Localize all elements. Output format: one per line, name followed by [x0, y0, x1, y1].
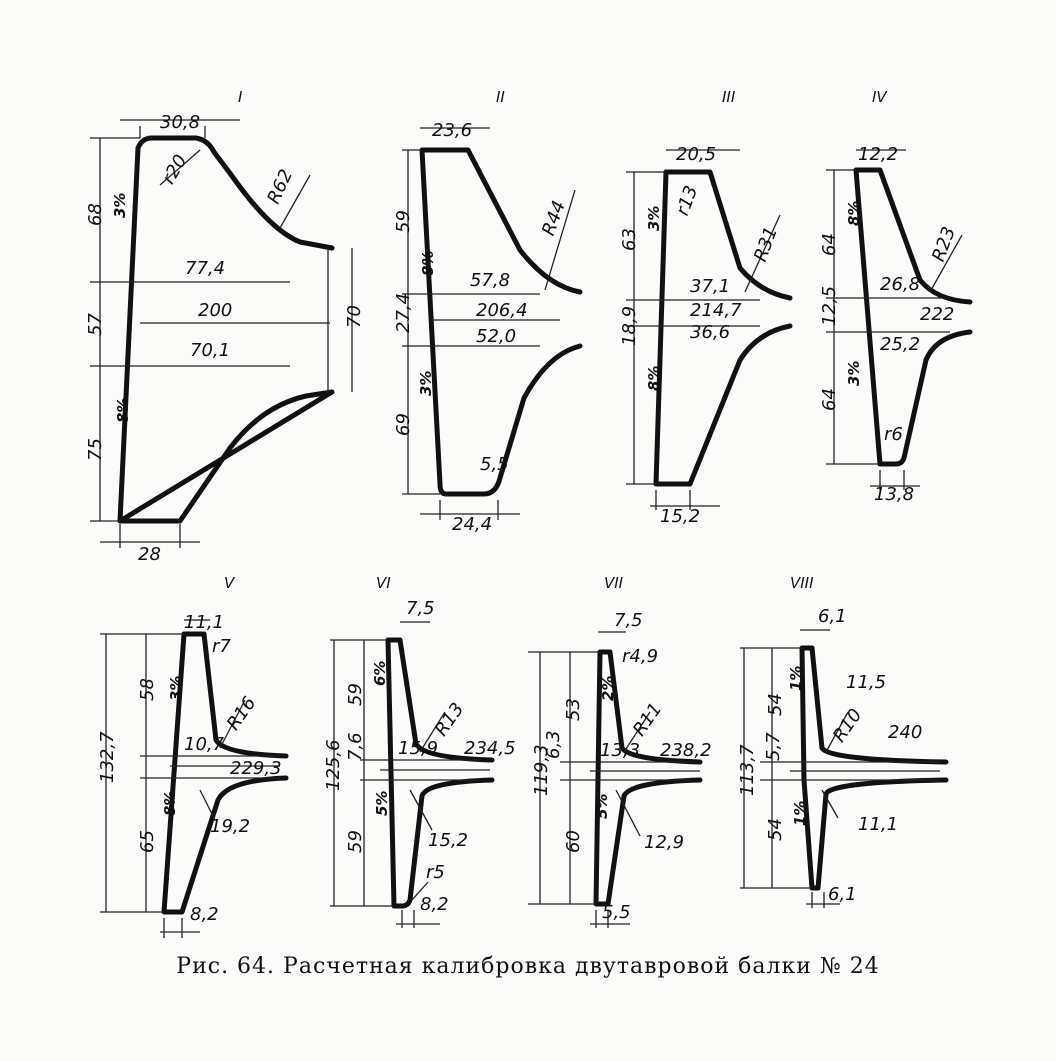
pass-vii [528, 574, 712, 928]
pass-vii-dim-13-3: 13,3 [600, 740, 641, 761]
pass-iii-dim-37-1: 37,1 [690, 276, 731, 297]
pass-iii-taper-top: 3% [645, 205, 663, 231]
pass-vii-r4-9: r4,9 [622, 646, 659, 667]
pass-iii [619, 88, 790, 527]
pass-vi-dim-15-2: 15,2 [428, 830, 469, 851]
pass-v-dim-10-7: 10,7 [184, 734, 225, 755]
pass-iii-r13: r13 [672, 182, 703, 219]
pass-iii-dim-18-9: 18,9 [619, 305, 640, 346]
pass-iv-taper-bottom: 3% [845, 360, 863, 386]
pass-vi-taper-bottom: 5% [373, 790, 391, 816]
pass-v-dim-132-7: 132,7 [97, 731, 118, 783]
pass-viii-bottom-width: 6,1 [828, 884, 857, 905]
pass-v-bottom-width: 8,2 [190, 904, 219, 925]
pass-iii-taper-bottom: 8% [645, 365, 663, 391]
pass-v-flange-width: 11,1 [184, 612, 225, 633]
pass-i-flange-width: 30,8 [160, 112, 201, 133]
pass-i-dim-68: 68 [85, 203, 106, 226]
pass-iv [819, 88, 970, 505]
pass-i [85, 88, 365, 565]
pass-i-taper-top: 3% [111, 192, 129, 218]
pass-i-dim-70-1: 70,1 [190, 340, 231, 361]
pass-vi-dim-59-top: 59 [345, 683, 366, 706]
pass-vii-bottom-width: 5,5 [602, 902, 631, 923]
pass-vi-dim-125-6: 125,6 [323, 739, 344, 791]
pass-v-dim-58: 58 [137, 678, 158, 701]
pass-vi-bottom-width: 8,2 [420, 894, 449, 915]
pass-label-iii: III [722, 88, 736, 106]
pass-vi-dim-7-6: 7,6 [345, 732, 366, 761]
pass-vii-dim-60: 60 [563, 830, 584, 853]
pass-i-r20: r20 [158, 151, 192, 188]
pass-iii-dim-36-6: 36,6 [690, 322, 731, 343]
pass-v-r16: R16 [222, 693, 261, 735]
pass-viii-dim-11-5: 11,5 [846, 672, 887, 693]
pass-label-v: V [224, 574, 235, 592]
pass-viii-dim-54-top: 54 [765, 693, 786, 716]
pass-vi [323, 574, 516, 928]
pass-ii-dim-52-0: 52,0 [476, 326, 517, 347]
pass-iv-flange-width: 12,2 [858, 144, 899, 165]
pass-ii-flange-width: 23,6 [432, 120, 473, 141]
figure-caption: Рис. 64. Расчетная калибровка двутавровой балки № 24 [176, 954, 880, 979]
pass-viii-dim-240: 240 [888, 722, 923, 743]
pass-i-bottom-width: 28 [138, 544, 161, 565]
pass-iv-dim-25-2: 25,2 [880, 334, 921, 355]
pass-v-taper-bottom: 8% [161, 790, 179, 816]
pass-vii-dim-6-3: 6,3 [543, 730, 564, 759]
pass-label-vii: VII [604, 574, 624, 592]
pass-viii-flange-width: 6,1 [818, 606, 847, 627]
pass-vii-taper-top: 2% [599, 675, 617, 701]
pass-ii-dim-27-4: 27,4 [393, 292, 414, 333]
pass-iv-dim-26-8: 26,8 [880, 274, 921, 295]
pass-viii-taper-bottom: 1% [791, 800, 809, 826]
pass-label-iv: IV [872, 88, 887, 106]
pass-ii-r5-5: 5,5 [480, 454, 509, 475]
pass-label-ii: II [496, 88, 505, 106]
pass-vi-taper-top: 6% [371, 660, 389, 686]
pass-vi-flange-width: 7,5 [406, 598, 435, 619]
pass-v-taper-top: 3% [167, 675, 185, 701]
pass-vii-dim-119-3: 119,3 [531, 744, 552, 796]
pass-i-dim-70: 70 [344, 305, 365, 328]
pass-viii-dim-lines [740, 630, 940, 908]
pass-label-viii: VIII [790, 574, 814, 592]
pass-vi-r13: R13 [430, 699, 469, 741]
pass-iv-taper-top: 8% [845, 200, 863, 226]
pass-iv-r23: R23 [928, 224, 960, 265]
pass-iii-dim-63: 63 [619, 228, 640, 251]
pass-ii-taper-bottom: 3% [417, 370, 435, 396]
pass-iv-r6: r6 [884, 424, 903, 445]
pass-iii-dim-214-7: 214,7 [690, 300, 742, 321]
pass-iv-dim-12-5: 12,5 [819, 285, 840, 326]
pass-viii-dim-113-7: 113,7 [737, 744, 758, 796]
pass-v-r7: r7 [212, 636, 231, 657]
pass-iii-r31: R31 [750, 224, 782, 265]
pass-v-dim-229-3: 229,3 [230, 758, 282, 779]
pass-viii-dim-54-bottom: 54 [765, 818, 786, 841]
pass-vi-dim-15-9: 15,9 [398, 738, 439, 759]
pass-viii-taper-top: 1% [787, 665, 805, 691]
pass-i-profile [120, 138, 332, 521]
pass-viii-dim-11-1: 11,1 [858, 814, 899, 835]
pass-ii [393, 88, 580, 535]
pass-iii-bottom-width: 15,2 [660, 506, 701, 527]
pass-iv-dim-222: 222 [920, 304, 955, 325]
pass-vii-r11: R11 [628, 699, 667, 741]
pass-iv-dim-64-top: 64 [819, 233, 840, 256]
pass-i-dim-75: 75 [85, 438, 106, 461]
pass-ii-dim-57-8: 57,8 [470, 270, 511, 291]
pass-i-dim-77-4: 77,4 [185, 258, 226, 279]
pass-iv-dim-64-bottom: 64 [819, 388, 840, 411]
pass-viii [737, 574, 946, 908]
pass-i-r62: R62 [263, 166, 298, 208]
pass-vii-dim-53: 53 [563, 698, 584, 721]
pass-ii-taper-top: 8% [419, 250, 437, 276]
pass-vii-taper-bottom: 5% [593, 793, 611, 819]
pass-ii-bottom-width: 24,4 [452, 514, 493, 535]
pass-viii-r10: R10 [828, 705, 867, 747]
pass-label-vi: VI [376, 574, 391, 592]
pass-v [97, 574, 286, 938]
pass-v-dim-65: 65 [137, 830, 158, 853]
pass-vi-dim-59-bottom: 59 [345, 830, 366, 853]
pass-ii-dim-69: 69 [393, 413, 414, 436]
pass-vii-dim-12-9: 12,9 [644, 832, 685, 853]
pass-viii-dim-5-7: 5,7 [763, 732, 784, 761]
pass-vii-flange-width: 7,5 [614, 610, 643, 631]
pass-i-taper-bottom: 8% [114, 397, 132, 423]
pass-label-i: I [238, 88, 243, 106]
pass-vii-dim-238-2: 238,2 [660, 740, 712, 761]
pass-iv-bottom-width: 13,8 [874, 484, 915, 505]
pass-ii-dim-59: 59 [393, 210, 414, 233]
pass-vi-r5: r5 [426, 862, 445, 883]
pass-iii-flange-width: 20,5 [676, 144, 717, 165]
pass-v-dim-19-2: 19,2 [210, 816, 251, 837]
pass-i-dim-200: 200 [198, 300, 233, 321]
pass-ii-dim-206-4: 206,4 [476, 300, 528, 321]
pass-i-dim-57: 57 [85, 313, 106, 336]
pass-vi-dim-234-5: 234,5 [464, 738, 516, 759]
pass-ii-r44: R44 [538, 198, 570, 239]
